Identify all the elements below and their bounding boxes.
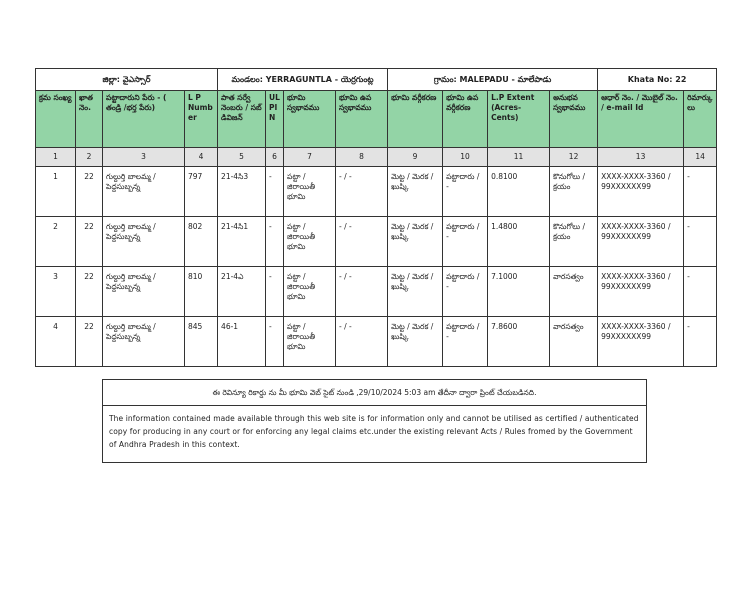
table-cell: గుల్దుర్తి బాలమ్మ / పెద్దసుబ్బన్న	[103, 167, 185, 217]
table-row	[36, 167, 717, 217]
table-cell: పట్టాదారు / -	[443, 317, 488, 367]
column-number: 10	[443, 148, 488, 167]
table-cell: 3	[36, 267, 76, 317]
table-cell: -	[266, 167, 284, 217]
table-cell: పట్టాదారు / -	[443, 267, 488, 317]
table-cell: మెట్ట / మెరక / ఖుష్కి	[388, 217, 443, 267]
column-header: ULPIN	[266, 91, 284, 148]
table-cell: పట్టా / జిరాయితీ భూమి	[284, 167, 336, 217]
column-number: 3	[103, 148, 185, 167]
column-number: 6	[266, 148, 284, 167]
table-cell: - / -	[336, 267, 388, 317]
table-cell: 1.4800	[488, 217, 550, 267]
column-number: 8	[336, 148, 388, 167]
column-header: పాత సర్వే నెంబరు / సబ్ డివిజన్	[218, 91, 266, 148]
column-header: L P Number	[185, 91, 218, 148]
table-row	[36, 217, 717, 267]
table-cell: -	[684, 317, 717, 367]
column-number: 12	[550, 148, 598, 167]
table-cell: 22	[76, 267, 103, 317]
column-number: 14	[684, 148, 717, 167]
table-cell: గుల్దుర్తి బాలమ్మ / పెద్దసుబ్బన్న	[103, 267, 185, 317]
table-cell: పట్టా / జిరాయితీ భూమి	[284, 267, 336, 317]
table-cell: వారసత్వం	[550, 267, 598, 317]
table-cell: కొనుగోలు / క్రయం	[550, 217, 598, 267]
header-row	[36, 69, 717, 91]
table-cell: 7.1000	[488, 267, 550, 317]
table-cell: 21-4ఎ	[218, 267, 266, 317]
table-cell: -	[684, 267, 717, 317]
column-number-row	[36, 148, 717, 167]
column-header: ఆధార్ నెం. / మొబైల్ నెం. / e-mail Id	[598, 91, 684, 148]
district-label: జిల్లా: వైఎస్సార్	[36, 69, 218, 91]
table-cell: XXXX-XXXX-3360 / 99XXXXXX99	[598, 217, 684, 267]
column-number: 7	[284, 148, 336, 167]
table-cell: - / -	[336, 217, 388, 267]
table-cell: 1	[36, 167, 76, 217]
column-header-row	[36, 91, 717, 148]
column-number: 13	[598, 148, 684, 167]
table-cell: XXXX-XXXX-3360 / 99XXXXXX99	[598, 267, 684, 317]
table-cell: -	[684, 217, 717, 267]
table-cell: -	[266, 217, 284, 267]
table-cell: 4	[36, 317, 76, 367]
table-cell: వారసత్వం	[550, 317, 598, 367]
table-cell: 797	[185, 167, 218, 217]
column-number: 9	[388, 148, 443, 167]
notice-box	[102, 379, 647, 463]
table-cell: 21-4సి3	[218, 167, 266, 217]
table-cell: పట్టాదారు / -	[443, 167, 488, 217]
column-number: 2	[76, 148, 103, 167]
column-header: L.P Extent (Acres-Cents)	[488, 91, 550, 148]
table-cell: 46-1	[218, 317, 266, 367]
table-cell: గుల్దుర్తి బాలమ్మ / పెద్దసుబ్బన్న	[103, 317, 185, 367]
print-note: ఈ రెవిన్యూ రికార్డు ను మీ భూమి వెబ్ సైట్ నుండి ,29/10/2024 5:03 am తేదీనా ద్వారా ప్రింట్ చేయబడినది.	[103, 380, 646, 406]
village-label: గ్రామం: MALEPADU - మాలేపాడు	[388, 69, 598, 91]
table-cell: -	[266, 317, 284, 367]
column-number: 1	[36, 148, 76, 167]
table-cell: XXXX-XXXX-3360 / 99XXXXXX99	[598, 317, 684, 367]
column-header: భూమి స్వభావము	[284, 91, 336, 148]
table-cell: పట్టా / జిరాయితీ భూమి	[284, 317, 336, 367]
khata-label: Khata No: 22	[598, 69, 717, 91]
table-row	[36, 317, 717, 367]
table-cell: 22	[76, 167, 103, 217]
table-cell: మెట్ట / మెరక / ఖుష్కి	[388, 267, 443, 317]
table-cell: పట్టా / జిరాయితీ భూమి	[284, 217, 336, 267]
table-cell: 21-4సి1	[218, 217, 266, 267]
table-cell: 2	[36, 217, 76, 267]
table-cell: పట్టాదారు / -	[443, 217, 488, 267]
disclaimer-text: The information contained made available through this web site is for information only and cannot be utilised as certified / authenticated copy for producing in any court or for enforcing any legal claims etc.under the existing relevant Acts / Rules fromed by the Government of Andhra Pradesh in this context.	[109, 414, 639, 449]
column-header: భూమి వర్గీకరణ	[388, 91, 443, 148]
table-cell: - / -	[336, 167, 388, 217]
table-cell: 810	[185, 267, 218, 317]
table-cell: XXXX-XXXX-3360 / 99XXXXXX99	[598, 167, 684, 217]
mandal-label: మండలం: YERRAGUNTLA - యెర్రగుంట్ల	[218, 69, 388, 91]
column-header: భూమి ఉప స్వభావము	[336, 91, 388, 148]
table-cell: 22	[76, 317, 103, 367]
column-header: ఖాత నెం.	[76, 91, 103, 148]
column-header: రిమార్కులు	[684, 91, 717, 148]
table-cell: 22	[76, 217, 103, 267]
table-cell: గుల్దుర్తి బాలమ్మ / పెద్దసుబ్బన్న	[103, 217, 185, 267]
table-cell: కొనుగోలు / క్రయం	[550, 167, 598, 217]
table-cell: మెట్ట / మెరక / ఖుష్కి	[388, 167, 443, 217]
table-cell: 802	[185, 217, 218, 267]
table-cell: మెట్ట / మెరక / ఖుష్కి	[388, 317, 443, 367]
table-cell: 845	[185, 317, 218, 367]
table-cell: -	[684, 167, 717, 217]
table-body	[36, 167, 717, 367]
table-row	[36, 267, 717, 317]
table-cell: 7.8600	[488, 317, 550, 367]
table-cell: - / -	[336, 317, 388, 367]
column-number: 11	[488, 148, 550, 167]
column-header: క్రమ సంఖ్య	[36, 91, 76, 148]
column-header: పట్టాదారుని పేరు - ( తండ్రి /భర్త పేరు)	[103, 91, 185, 148]
column-number: 4	[185, 148, 218, 167]
table-cell: 0.8100	[488, 167, 550, 217]
column-header: భూమి ఉప వర్గీకరణ	[443, 91, 488, 148]
table-cell: -	[266, 267, 284, 317]
land-record-table	[35, 68, 717, 367]
column-header: అనుభవ స్వభావము	[550, 91, 598, 148]
column-number: 5	[218, 148, 266, 167]
